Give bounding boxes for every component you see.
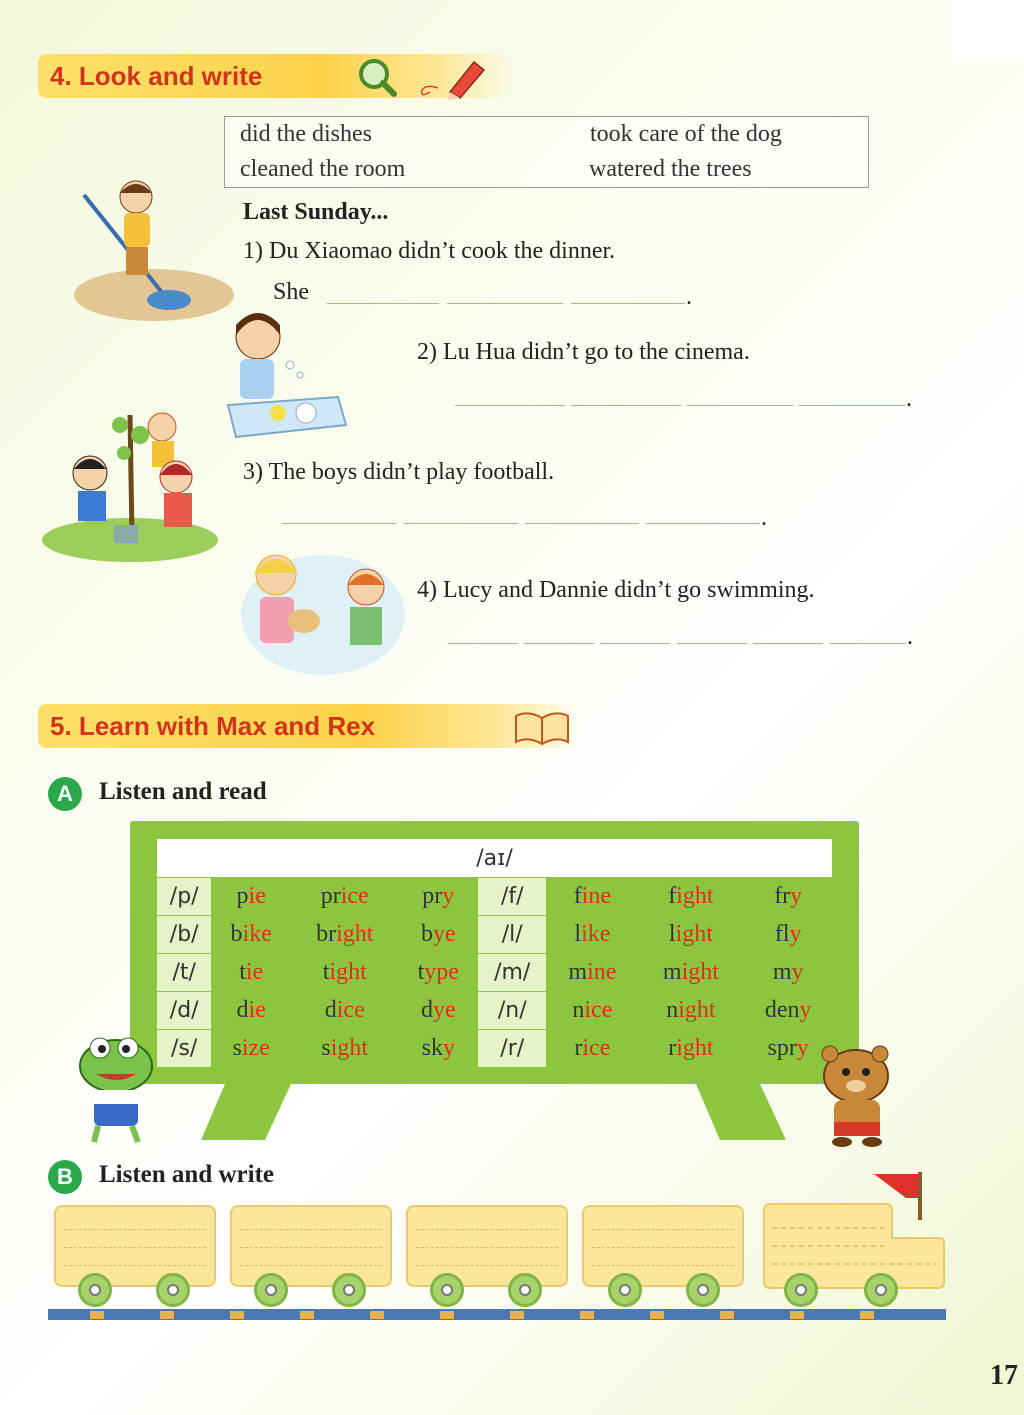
kids-with-dog-illustration (238, 545, 413, 680)
phonics-word (212, 878, 291, 916)
phonics-word (399, 878, 478, 916)
phonics-word (744, 916, 833, 954)
word-highlight: ye (432, 921, 456, 947)
word-highlight: ight (336, 921, 374, 947)
phonics-word (212, 992, 291, 1030)
wheel (864, 1273, 898, 1307)
answer-4-blank-4[interactable] (677, 643, 747, 644)
answer-3-period: . (761, 505, 767, 531)
word-highlight: ype (424, 959, 459, 985)
word-highlight: y (791, 959, 804, 985)
phonics-table (156, 838, 833, 1068)
word-highlight: ight (676, 883, 714, 909)
answer-2-blank-1[interactable] (455, 405, 565, 406)
word-part: t (239, 959, 246, 985)
question-2: 2) Lu Hua didn’t go to the cinema. (417, 339, 750, 365)
girl-mopping-illustration (44, 175, 234, 325)
phonics-word (399, 954, 478, 992)
phonics-row (157, 954, 833, 992)
book-icon (512, 708, 572, 748)
question-4: 4) Lucy and Dannie didn’t go swimming. (417, 577, 815, 603)
word-part: d (420, 997, 433, 1023)
track-tie (720, 1311, 734, 1319)
wheel (156, 1273, 190, 1307)
track-tie (580, 1311, 594, 1319)
phrase-3: cleaned the room (240, 156, 406, 182)
word-part: t (417, 959, 425, 985)
phrase-4: watered the trees (589, 156, 752, 182)
word-highlight: y (799, 997, 812, 1023)
board-leg-left (195, 1084, 295, 1142)
consonant-symbol: /r/ (478, 1030, 547, 1068)
phonics-word (638, 878, 744, 916)
writing-line (64, 1229, 206, 1230)
word-part: pr (422, 883, 443, 909)
phonics-word (547, 916, 638, 954)
word-highlight: ice (336, 997, 365, 1023)
train-car-4[interactable] (582, 1205, 744, 1287)
word-part: n (572, 997, 585, 1023)
word-highlight: ize (241, 1035, 270, 1061)
question-1: 1) Du Xiaomao didn’t cook the dinner. (243, 238, 616, 264)
word-highlight: ight (676, 1035, 714, 1061)
answer-1-blank-1[interactable] (327, 303, 439, 304)
writing-line (64, 1265, 206, 1266)
word-part: b (230, 921, 243, 947)
word-highlight: ight (678, 997, 716, 1023)
word-highlight: ike (242, 921, 272, 947)
word-part: t (322, 959, 330, 985)
word-part: m (568, 959, 588, 985)
train-track (48, 1309, 946, 1320)
phonics-row (157, 916, 833, 954)
consonant-symbol: /t/ (157, 954, 212, 992)
phonics-word (547, 878, 638, 916)
word-part: s (232, 1035, 242, 1061)
wheel (608, 1273, 642, 1307)
phonics-word (291, 954, 399, 992)
wheel (254, 1273, 288, 1307)
section-5-header (38, 704, 583, 748)
track-tie (650, 1311, 664, 1319)
question-3: 3) The boys didn’t play football. (243, 459, 555, 485)
wheel (78, 1273, 112, 1307)
answer-3-blank-2[interactable] (404, 523, 518, 524)
answer-1-blank-3[interactable] (571, 303, 685, 304)
train-car-1[interactable] (54, 1205, 216, 1287)
phonics-word (744, 992, 833, 1030)
word-part: fr (774, 883, 791, 909)
phonics-word (638, 954, 744, 992)
track-tie (510, 1311, 524, 1319)
phonics-word (547, 992, 638, 1030)
word-highlight: ie (245, 959, 264, 985)
writing-line (240, 1247, 382, 1248)
section-5-title: 5. Learn with Max and Rex (50, 711, 376, 741)
word-part: f (573, 883, 582, 909)
word-part: spr (767, 1035, 797, 1061)
answer-3-blank-4[interactable] (646, 523, 760, 524)
word-highlight: ight (329, 959, 367, 985)
girl-washing-dishes-illustration (218, 305, 353, 445)
answer-3-blank-3[interactable] (525, 523, 639, 524)
listen-write-label: Listen and write (99, 1161, 274, 1188)
track-tie (90, 1311, 104, 1319)
word-part: d (324, 997, 337, 1023)
word-highlight: ike (581, 921, 611, 947)
word-part: p (236, 883, 249, 909)
word-highlight: y (789, 921, 802, 947)
answer-4-blank-1[interactable] (448, 643, 518, 644)
writing-line (416, 1265, 558, 1266)
writing-line (240, 1229, 382, 1230)
word-highlight: ight (330, 1035, 369, 1061)
kids-planting-tree-illustration (40, 405, 220, 565)
word-part: l (574, 921, 582, 947)
writing-line (592, 1265, 734, 1266)
track-tie (300, 1311, 314, 1319)
consonant-symbol: /l/ (478, 916, 547, 954)
word-part: r (668, 1035, 677, 1061)
consonant-symbol: /f/ (478, 878, 547, 916)
word-part: f (668, 883, 677, 909)
train-car-3[interactable] (406, 1205, 568, 1287)
word-part: den (764, 997, 800, 1023)
phonics-word (744, 954, 833, 992)
answer-2-blank-2[interactable] (571, 405, 681, 406)
word-part: r (574, 1035, 583, 1061)
magnifier-pencil-icon (350, 54, 500, 100)
word-part: br (316, 921, 337, 947)
frog-max-illustration (66, 1030, 166, 1145)
phonics-word (399, 992, 478, 1030)
phonics-word (212, 1030, 291, 1068)
phonics-word (212, 916, 291, 954)
answer-2-blank-3[interactable] (687, 405, 793, 406)
wheel (430, 1273, 464, 1307)
track-tie (440, 1311, 454, 1319)
word-highlight: ine (587, 959, 617, 985)
phonics-word (291, 878, 399, 916)
consonant-symbol: /b/ (157, 916, 212, 954)
writing-line (592, 1247, 734, 1248)
word-highlight: ight (681, 959, 719, 985)
word-part: l (668, 921, 676, 947)
answer-4-blank-6[interactable] (830, 643, 906, 644)
wheel (332, 1273, 366, 1307)
phrase-1: did the dishes (240, 121, 372, 147)
phonics-row (157, 1030, 833, 1068)
corner-blank (952, 0, 1024, 62)
word-highlight: ice (582, 1035, 611, 1061)
track-tie (790, 1311, 804, 1319)
track-tie (370, 1311, 384, 1319)
word-part: sk (421, 1035, 443, 1061)
track-tie (860, 1311, 874, 1319)
word-part: m (662, 959, 682, 985)
consonant-symbol: /d/ (157, 992, 212, 1030)
phonics-word (291, 1030, 399, 1068)
answer-1-start: She (273, 279, 309, 305)
badge-a: A (48, 777, 82, 811)
word-part: pr (320, 883, 341, 909)
table-header-sound: /aɪ/ (157, 839, 833, 878)
writing-line (416, 1229, 558, 1230)
word-part: fl (774, 921, 790, 947)
listen-read-label: Listen and read (99, 778, 267, 805)
consonant-symbol: /p/ (157, 878, 212, 916)
phonics-word (638, 992, 744, 1030)
train-car-2[interactable] (230, 1205, 392, 1287)
word-highlight: ie (248, 997, 266, 1023)
word-highlight: y (442, 883, 455, 909)
phonics-word (291, 916, 399, 954)
word-highlight: y (796, 1035, 809, 1061)
answer-1-period: . (686, 284, 692, 310)
consonant-symbol: /n/ (478, 992, 547, 1030)
word-highlight: y (442, 1035, 455, 1061)
phonics-word (212, 954, 291, 992)
word-highlight: ine (581, 883, 612, 909)
phonics-word (744, 878, 833, 916)
consonant-symbol: /s/ (157, 1030, 212, 1068)
word-part: m (772, 959, 792, 985)
wheel (784, 1273, 818, 1307)
phonics-row (157, 878, 833, 916)
word-highlight: ight (675, 921, 713, 947)
last-sunday-label: Last Sunday... (243, 199, 389, 225)
answer-3-blank-1[interactable] (282, 523, 396, 524)
word-highlight: ie (248, 883, 266, 909)
writing-line (592, 1229, 734, 1230)
wheel (508, 1273, 542, 1307)
answer-4-blank-5[interactable] (753, 643, 823, 644)
answer-4-blank-2[interactable] (524, 643, 594, 644)
consonant-symbol: /m/ (478, 954, 547, 992)
phonics-word (638, 1030, 744, 1068)
word-highlight: ye (432, 997, 456, 1023)
word-highlight: ice (340, 883, 369, 909)
writing-line (416, 1247, 558, 1248)
answer-2-period: . (906, 386, 912, 412)
word-highlight: y (790, 883, 803, 909)
phonics-word (547, 1030, 638, 1068)
answer-2-blank-4[interactable] (799, 405, 905, 406)
writing-line (240, 1265, 382, 1266)
track-tie (160, 1311, 174, 1319)
phonics-word (399, 1030, 478, 1068)
wheel (686, 1273, 720, 1307)
answer-4-blank-3[interactable] (600, 643, 670, 644)
word-part: b (420, 921, 433, 947)
badge-b: B (48, 1160, 82, 1194)
page-number: 17 (990, 1360, 1018, 1391)
word-part: d (236, 997, 249, 1023)
word-part: n (666, 997, 679, 1023)
board-leg-right (690, 1084, 790, 1142)
phonics-word (291, 992, 399, 1030)
word-part: s (321, 1035, 331, 1061)
phonics-row (157, 992, 833, 1030)
phonics-word (547, 954, 638, 992)
answer-1-blank-2[interactable] (447, 303, 563, 304)
track-tie (230, 1311, 244, 1319)
answer-4-period: . (907, 624, 913, 650)
phonics-word (638, 916, 744, 954)
writing-line (64, 1247, 206, 1248)
section-4-title: 4. Look and write (50, 61, 263, 91)
phonics-word (399, 916, 478, 954)
bear-rex-illustration (808, 1042, 903, 1152)
word-highlight: ice (584, 997, 613, 1023)
phrase-2: took care of the dog (590, 121, 782, 147)
